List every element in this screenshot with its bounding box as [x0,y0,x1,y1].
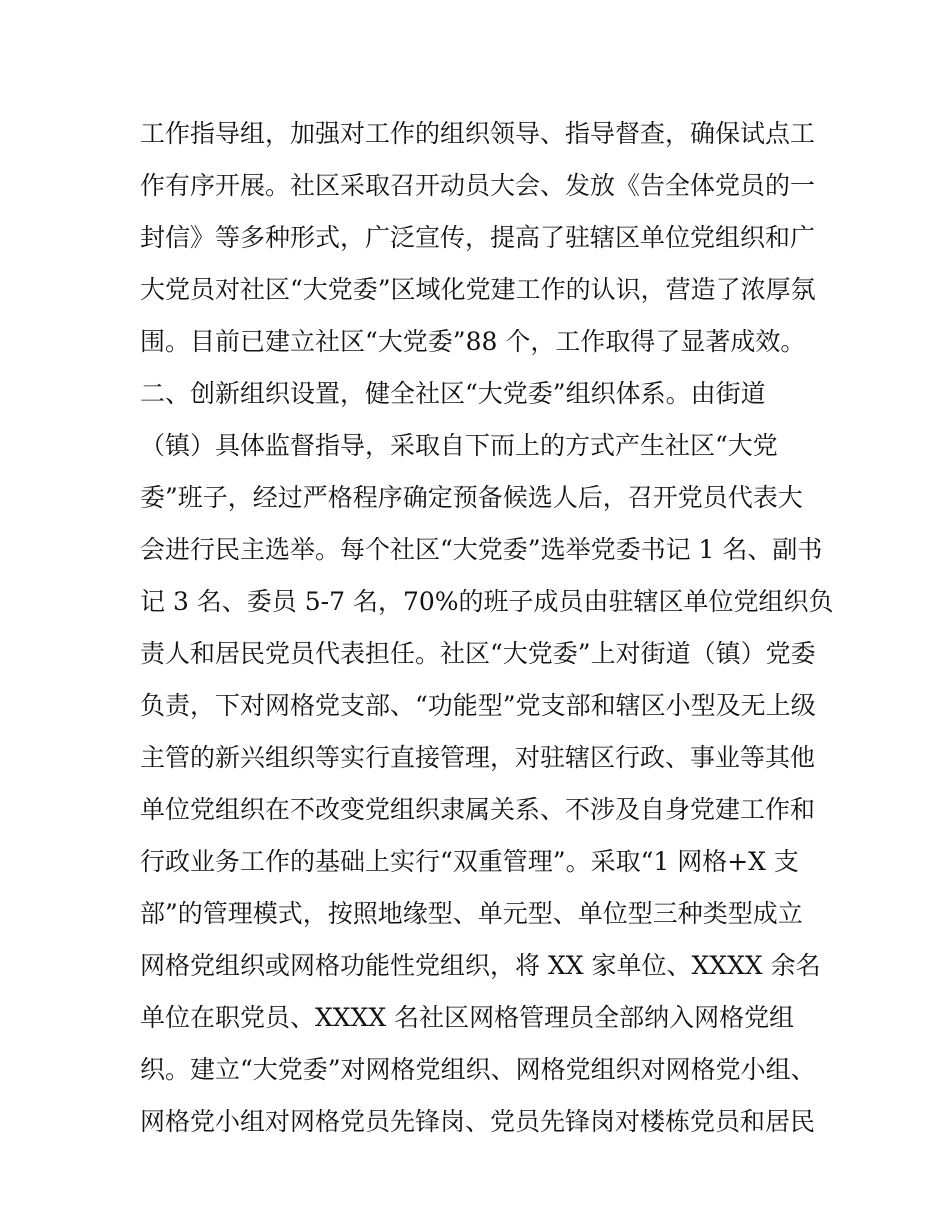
text-line: 单位在职党员、XXXX 名社区网格管理员全部纳入网格党组 [140,1003,795,1032]
text-line: 行政业务工作的基础上实行“双重管理”。采取“1 网格+X 支 [140,847,799,876]
text-line: 委”班子，经过严格程序确定预备候选人后，召开党员代表大 [140,483,803,512]
body-text [140,108,834,1148]
text-line: 单位党组织在不改变党组织隶属关系、不涉及自身党建工作和 [140,795,816,824]
text-line: 大党员对社区“大党委”区域化党建工作的认识，营造了浓厚氛 [140,275,816,304]
text-line: 记 3 名、委员 5-7 名，70%的班子成员由驻辖区单位党组织负 [140,587,834,616]
text-line: 负责，下对网格党支部、“功能型”党支部和辖区小型及无上级 [140,691,816,720]
text-line: 网格党小组对网格党员先锋岗、党员先锋岗对楼栋党员和居民 [140,1107,816,1136]
text-line: 会进行民主选举。每个社区“大党委”选举党委书记 1 名、副书 [140,535,823,564]
text-line: （镇）具体监督指导，采取自下而上的方式产生社区“大党 [140,431,778,460]
text-line: 部”的管理模式，按照地缘型、单元型、单位型三种类型成立 [140,899,803,928]
text-line: 网格党组织或网格功能性党组织，将 XX 家单位、XXXX 余名 [140,951,821,980]
text-line: 围。目前已建立社区“大党委”88 个，工作取得了显著成效。 [140,327,806,356]
text-line: 主管的新兴组织等实行直接管理，对驻辖区行政、事业等其他 [140,743,816,772]
text-line: 责人和居民党员代表担任。社区“大党委”上对街道（镇）党委 [140,639,816,668]
text-line: 织。建立“大党委”对网格党组织、网格党组织对网格党小组、 [140,1055,816,1084]
text-line: 作有序开展。社区采取召开动员大会、发放《告全体党员的一 [140,171,816,200]
text-line: 二、创新组织设置，健全社区“大党委”组织体系。由街道 [140,379,766,408]
text-line: 工作指导组，加强对工作的组织领导、指导督查，确保试点工 [140,119,816,148]
text-line: 封信》等多种形式，广泛宣传，提高了驻辖区单位党组织和广 [140,223,816,252]
